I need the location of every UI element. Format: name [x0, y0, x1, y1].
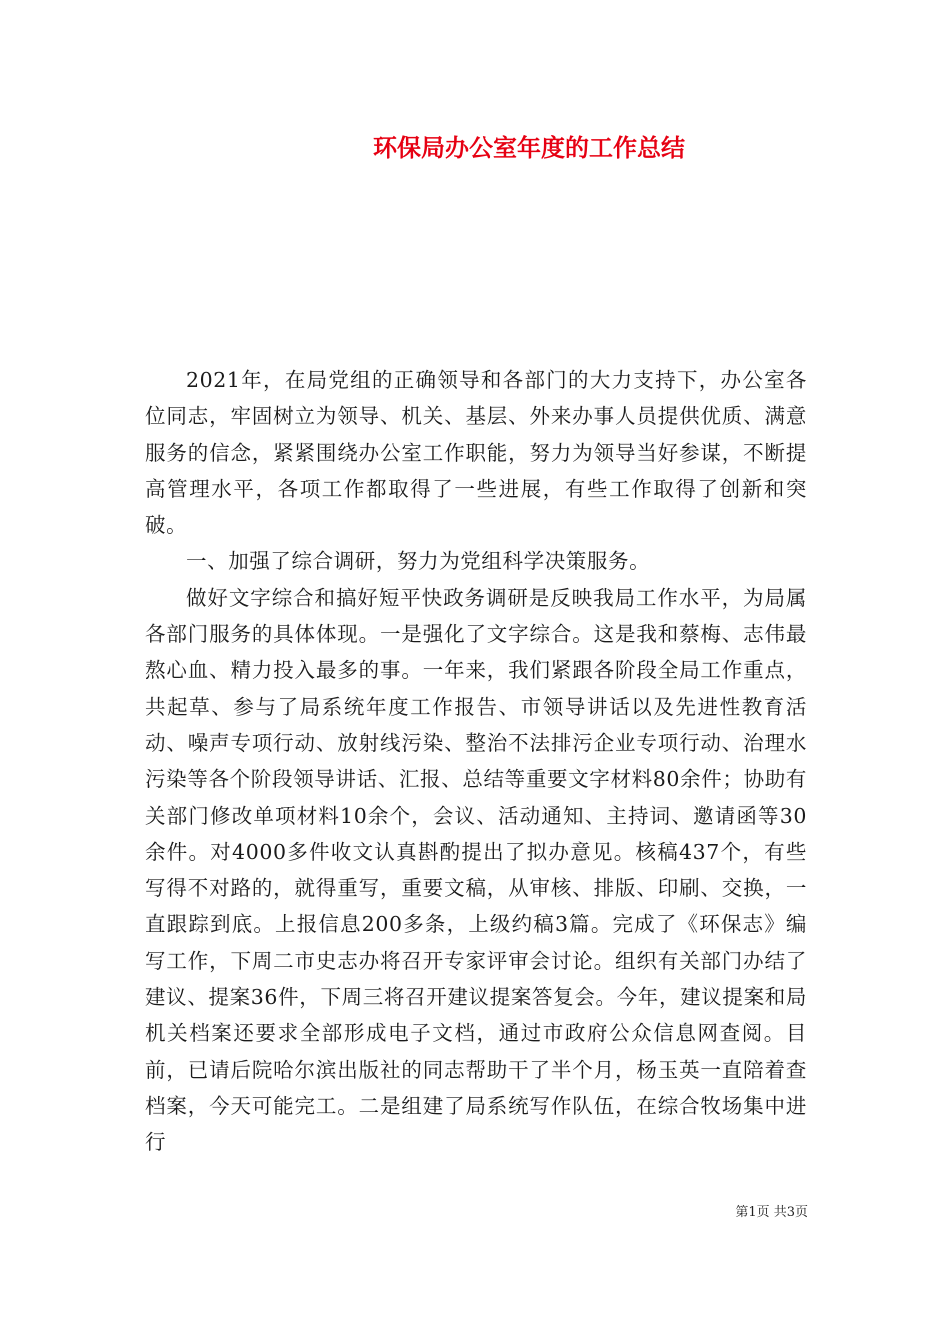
paragraph-section-heading: 一、加强了综合调研，努力为党组科学决策服务。 [186, 549, 651, 574]
page-number-footer: 第1页 共3页 [735, 1205, 808, 1220]
paragraph-intro: 2021年，在局党组的正确领导和各部门的大力支持下，办公室各位同志，牢固树立为领导、机关、基层、外来办事人员提供优质、满意服务的信念，紧紧围绕办公室工作职能，努力为领导当好参谋，不断提高管理水平，各项工作都取得了一些进展，有些工作取得了创新和突破。 [145, 368, 807, 538]
document-title: 环保局办公室年度的工作总结 [373, 133, 685, 162]
paragraph-research: 做好文字综合和搞好短平快政务调研是反映我局工作水平，为局属各部门服务的具体体现。一是强化了文字综合。这是我和蔡梅、志伟最熬心血、精力投入最多的事。一年来，我们紧跟各阶段全局工作重点，共起草、参与了局系统年度工作报告、市领导讲话以及先进性教育活动、噪声专项行动、放射线污染、整治不法排污企业专项行动、治理水污染等各个阶段领导讲话、汇报、总结等重要文字材料80余件；协助有关部门修改单项材料10余个，会议、活动通知、主持词、邀请函等30余件。对4000多件收文认真斟酌提出了拟办意见。核稿437个，有些写得不对路的，就得重写，重要文稿，从审核、排版、印刷、交换，一直跟踪到底。上报信息200多条，上级约稿3篇。完成了《环保志》编写工作，下周二市史志办将召开专家评审会讨论。组织有关部门办结了建议、提案36件，下周三将召开建议提案答复会。今年，建议提案和局机关档案还要求全部形成电子文档，通过市政府公众信息网查阅。目前，已请后院哈尔滨出版社的同志帮助干了半个月，杨玉英一直陪着查档案，今天可能完工。二是组建了局系统写作队伍，在综合牧场集中进行 [145, 585, 807, 1155]
document-body [145, 362, 807, 1161]
